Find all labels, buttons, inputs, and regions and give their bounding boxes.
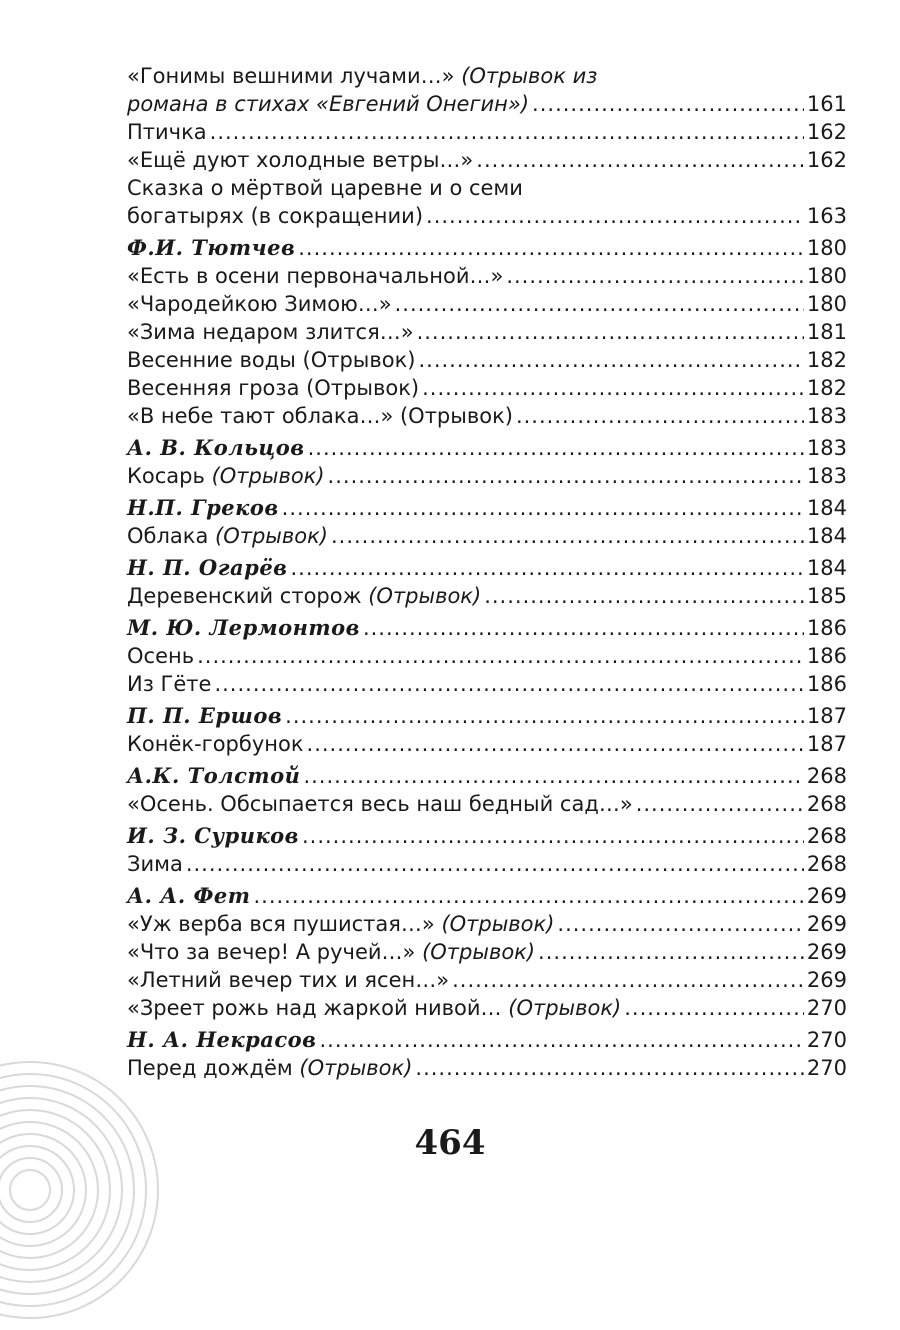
- toc-entry-note: (Отрывок из: [461, 64, 598, 88]
- toc-entry-title-text: «Что за вечер! А ручей…»: [127, 940, 416, 964]
- dot-leader: [624, 994, 804, 1022]
- toc-page-number: 180: [806, 236, 847, 260]
- toc-author-heading: [127, 762, 847, 790]
- toc-page-number: 161: [806, 92, 847, 116]
- toc-page-number: 163: [806, 204, 847, 228]
- toc-entry: [127, 462, 847, 490]
- toc-page-number: 270: [806, 1028, 847, 1052]
- toc-entry: [127, 670, 847, 698]
- dot-leader: [516, 402, 804, 430]
- author-name: И. З. Суриков: [127, 823, 299, 848]
- toc-entry: [127, 118, 847, 146]
- page-number: 464: [414, 1123, 486, 1163]
- toc-author-heading: [127, 882, 847, 910]
- toc-entry-title: Весенняя гроза (Отрывок): [127, 376, 420, 400]
- author-name: А.К. Толстой: [127, 763, 301, 788]
- toc-entry-title: «Чародейкою Зимою…»: [127, 292, 392, 316]
- toc-entry-title: Птичка: [127, 120, 207, 144]
- toc-page-number: 162: [806, 120, 847, 144]
- toc-entry-note: (Отрывок): [299, 1056, 413, 1080]
- toc-page-number: 183: [806, 404, 847, 428]
- toc-entry-title-text: «Уж верба вся пушистая…»: [127, 912, 435, 936]
- toc-entry-title-line1: Сказка о мёртвой царевне и о семи: [127, 176, 523, 200]
- toc-author-heading: [127, 702, 847, 730]
- author-name: Н. П. Огарёв: [127, 555, 288, 580]
- toc-page-number: 269: [806, 884, 847, 908]
- toc-page-number: 183: [806, 464, 847, 488]
- toc-page-number: 184: [806, 524, 847, 548]
- toc-page-number: 162: [806, 148, 847, 172]
- toc-entry: [127, 938, 847, 966]
- toc-entry-note: (Отрывок): [422, 940, 536, 964]
- toc-entry: [127, 730, 847, 758]
- dot-leader: [302, 822, 804, 850]
- toc-author-heading: [127, 494, 847, 522]
- toc-page-number: 269: [806, 940, 847, 964]
- dot-leader: [484, 582, 804, 610]
- dot-leader: [197, 642, 804, 670]
- toc-entry: [127, 910, 847, 938]
- dot-leader: [298, 234, 804, 262]
- toc-entry-note: (Отрывок): [508, 996, 622, 1020]
- dot-leader: [506, 262, 804, 290]
- table-of-contents: [127, 62, 847, 1082]
- author-name: Ф.И. Тютчев: [127, 235, 296, 260]
- dot-leader: [285, 702, 804, 730]
- toc-page-number: 268: [806, 824, 847, 848]
- toc-page-number: 270: [806, 996, 847, 1020]
- toc-entry: [127, 174, 847, 230]
- toc-page-number: 185: [806, 584, 847, 608]
- toc-entry: [127, 994, 847, 1022]
- toc-author-heading: [127, 554, 847, 582]
- author-name: П. П. Ершов: [127, 703, 283, 728]
- dot-leader: [319, 1026, 803, 1054]
- dot-leader: [210, 118, 804, 146]
- toc-entry-note: (Отрывок): [441, 912, 555, 936]
- dot-leader: [214, 670, 803, 698]
- dot-leader: [415, 1054, 804, 1082]
- dot-leader: [290, 554, 803, 582]
- toc-entry: [127, 374, 847, 402]
- toc-page-number: 268: [806, 852, 847, 876]
- decorative-spiral: [0, 1050, 170, 1330]
- author-name: А. А. Фет: [127, 883, 251, 908]
- dot-leader: [307, 730, 804, 758]
- toc-page-number: 181: [806, 320, 847, 344]
- toc-page-number: 268: [806, 764, 847, 788]
- toc-entry-title-text: Деревенский сторож: [127, 584, 362, 608]
- toc-entry-title: «Зима недаром злится…»: [127, 320, 414, 344]
- toc-entry-title: Весенние воды (Отрывок): [127, 348, 416, 372]
- author-name: М. Ю. Лермонтов: [127, 615, 360, 640]
- toc-author-heading: [127, 1026, 847, 1054]
- toc-entry: [127, 582, 847, 610]
- toc-entry-title: Конёк-горбунок: [127, 732, 304, 756]
- dot-leader: [532, 90, 804, 118]
- dot-leader: [422, 374, 804, 402]
- toc-page-number: 182: [806, 348, 847, 372]
- toc-author-heading: [127, 234, 847, 262]
- toc-entry: [127, 790, 847, 818]
- toc-entry: [127, 1054, 847, 1082]
- toc-entry: [127, 346, 847, 374]
- toc-entry: [127, 850, 847, 878]
- toc-entry-title-text: Косарь: [127, 464, 205, 488]
- toc-page-number: 269: [806, 912, 847, 936]
- toc-entry: [127, 522, 847, 550]
- toc-entry-title: Зима: [127, 852, 183, 876]
- toc-entry: [127, 290, 847, 318]
- toc-entry-note: (Отрывок): [211, 464, 325, 488]
- toc-entry-title: [127, 522, 328, 550]
- dot-leader: [303, 762, 803, 790]
- toc-entry-title: [127, 582, 481, 610]
- toc-entry: [127, 642, 847, 670]
- dot-leader: [426, 202, 804, 230]
- toc-page-number: 270: [806, 1056, 847, 1080]
- toc-entry-title: [127, 938, 535, 966]
- dot-leader: [417, 318, 804, 346]
- dot-leader: [328, 462, 804, 490]
- toc-entry: [127, 146, 847, 174]
- toc-entry-title: «Ещё дуют холодные ветры…»: [127, 148, 474, 172]
- toc-page-number: 268: [806, 792, 847, 816]
- dot-leader: [395, 290, 804, 318]
- toc-author-heading: [127, 614, 847, 642]
- dot-leader: [186, 850, 804, 878]
- toc-entry-title: [127, 462, 325, 490]
- dot-leader: [636, 790, 804, 818]
- toc-page-number: 186: [806, 672, 847, 696]
- toc-page-number: 180: [806, 292, 847, 316]
- toc-entry-title: богатырях (в сокращении): [127, 204, 424, 228]
- toc-author-heading: [127, 434, 847, 462]
- toc-entry-title: «В небе тают облака…» (Отрывок): [127, 404, 513, 428]
- toc-entry-note: (Отрывок): [215, 524, 328, 548]
- dot-leader: [418, 346, 803, 374]
- toc-entry-title: [127, 1054, 412, 1082]
- dot-leader: [363, 614, 804, 642]
- toc-entry-title-text: Перед дождём: [127, 1056, 293, 1080]
- dot-leader: [253, 882, 803, 910]
- toc-entry-note: (Отрывок): [368, 584, 482, 608]
- toc-entry-note: романа в стихах «Евгений Онегин»): [127, 92, 530, 116]
- toc-entry: [127, 402, 847, 430]
- toc-page-number: 180: [806, 264, 847, 288]
- toc-entry: [127, 966, 847, 994]
- toc-entry-title-text: Облака: [127, 524, 209, 548]
- toc-entry-title: Из Гёте: [127, 672, 212, 696]
- toc-entry-title-line1: [127, 62, 847, 90]
- toc-entry-title: «Осень. Обсыпается весь наш бедный сад…»: [127, 792, 633, 816]
- dot-leader: [538, 938, 804, 966]
- author-name: Н. А. Некрасов: [127, 1027, 317, 1052]
- author-name: А. В. Кольцов: [127, 435, 305, 460]
- dot-leader: [557, 910, 804, 938]
- toc-entry-title: «Есть в осени первоначальной…»: [127, 264, 504, 288]
- toc-page-number: 182: [806, 376, 847, 400]
- toc-entry-title: Осень: [127, 644, 195, 668]
- toc-entry: [127, 262, 847, 290]
- toc-entry: [127, 318, 847, 346]
- toc-entry-title-text: «Зреет рожь над жаркой нивой…: [127, 996, 502, 1020]
- toc-entry-title: «Летний вечер тих и ясен…»: [127, 968, 450, 992]
- toc-page-number: 269: [806, 968, 847, 992]
- toc-entry-title: [127, 994, 621, 1022]
- toc-entry: [127, 62, 847, 118]
- dot-leader: [308, 434, 804, 462]
- toc-author-heading: [127, 822, 847, 850]
- toc-page-number: 184: [806, 496, 847, 520]
- toc-page-number: 183: [806, 436, 847, 460]
- dot-leader: [282, 494, 804, 522]
- toc-page-number: 187: [806, 732, 847, 756]
- toc-entry-title: «Гонимы вешними лучами…»: [127, 64, 455, 88]
- toc-page-number: 187: [806, 704, 847, 728]
- toc-page-number: 184: [806, 556, 847, 580]
- toc-page-number: 186: [806, 616, 847, 640]
- dot-leader: [476, 146, 804, 174]
- dot-leader: [331, 522, 804, 550]
- dot-leader: [452, 966, 804, 994]
- toc-entry-title: [127, 910, 554, 938]
- toc-page-number: 186: [806, 644, 847, 668]
- author-name: Н.П. Греков: [127, 495, 279, 520]
